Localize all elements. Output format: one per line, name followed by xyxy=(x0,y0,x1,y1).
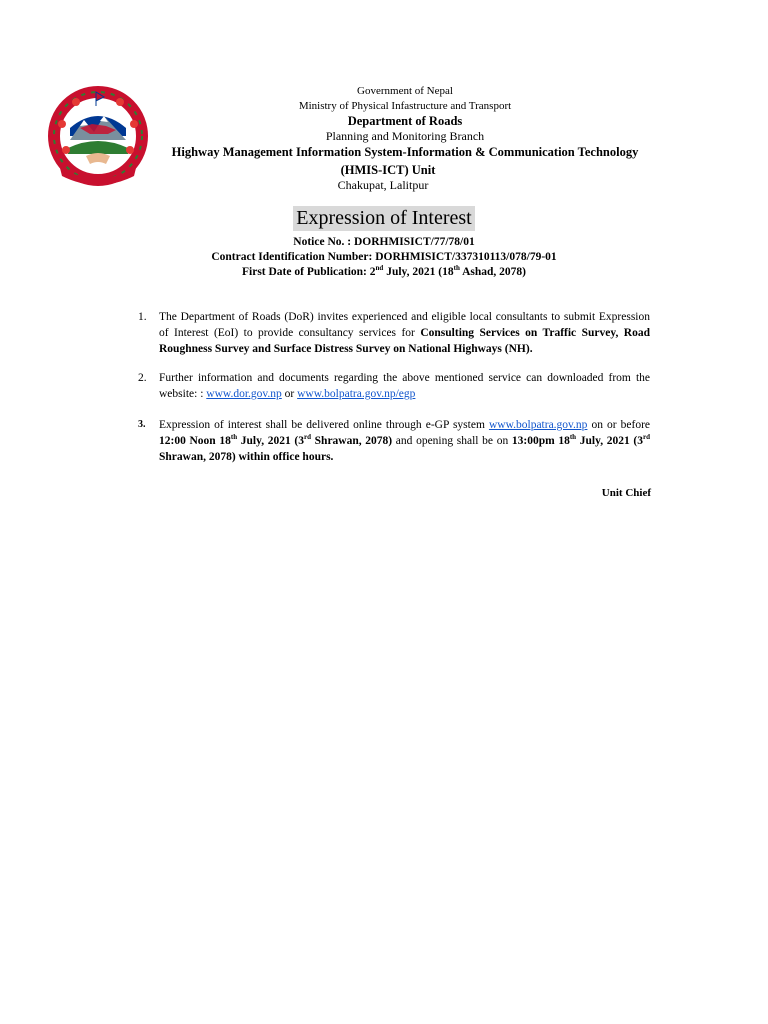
item-3-sup3: th xyxy=(569,433,577,442)
item-3-sup1: th xyxy=(230,433,238,442)
publication-date xyxy=(0,266,768,278)
item-3-plain: Expression of interest shall be delivered online through e-GP system xyxy=(159,419,489,431)
item-number: 1. xyxy=(138,311,147,323)
pub-suffix: Ashad, 2078) xyxy=(459,266,526,278)
item-3-b3: Shrawan, 2078) xyxy=(311,435,393,447)
item-number: 3. xyxy=(138,419,146,430)
item-3-b5: July, 2021 (3 xyxy=(576,435,643,447)
item-text xyxy=(159,309,650,357)
item-text xyxy=(159,417,650,465)
signoff: Unit Chief xyxy=(601,487,651,499)
bolpatra-egp-link[interactable]: www.bolpatra.gov.np/egp xyxy=(297,388,416,400)
pub-mid: July, 2021 (18 xyxy=(383,266,454,278)
item-3-b6: Shrawan, 2078) within office hours. xyxy=(159,451,334,463)
pub-prefix: First Date of Publication: 2 xyxy=(242,266,376,278)
department-line: Department of Roads xyxy=(347,114,463,128)
item-3-b4: 13:00pm 18 xyxy=(511,435,570,447)
item-number: 2. xyxy=(138,372,147,384)
item-2-or: or xyxy=(281,388,298,400)
branch-line: Planning and Monitoring Branch xyxy=(325,129,485,143)
dor-website-link[interactable]: www.dor.gov.np xyxy=(206,388,282,400)
pub-sup-nd: nd xyxy=(375,264,384,273)
item-2-plain: Further information and documents regarding the above mentioned service can downloaded from the website: : xyxy=(159,372,650,400)
item-1-bold: Consulting Services on Traffic Survey, Road Roughness Survey and Surface Distress Survey on National Highways (NH). xyxy=(159,327,650,355)
pub-sup-th: th xyxy=(453,264,460,273)
item-3-sup4: rd xyxy=(642,433,650,442)
nepal-coat-of-arms-icon xyxy=(46,84,150,188)
item-3-sup2: rd xyxy=(304,433,311,442)
ministry-line: Ministry of Physical Infastructure and Transport xyxy=(298,100,512,112)
list-item xyxy=(138,309,650,359)
notice-number: Notice No. : DORHMISICT/77/78/01 xyxy=(293,236,475,248)
contract-id: Contract Identification Number: DORHMISICT/337310113/078/79-01 xyxy=(211,251,557,263)
list-item xyxy=(138,370,650,404)
title-wrapper xyxy=(0,206,768,231)
location-line: Chakupat, Lalitpur xyxy=(337,178,429,192)
item-3-mid: and opening shall be on xyxy=(392,435,512,447)
item-3-b2: July, 2021 (3 xyxy=(237,435,304,447)
list-item xyxy=(138,417,650,467)
item-3-after-link: on or before xyxy=(587,419,651,431)
item-1-plain: The Department of Roads (DoR) invites experienced and eligible local consultants to submit Expression of Interest (EoI) to provide consultancy services for xyxy=(159,311,650,339)
government-line: Government of Nepal xyxy=(357,85,453,97)
hmis-unit-line: (HMIS-ICT) Unit xyxy=(340,163,436,177)
page-title: Expression of Interest xyxy=(293,206,475,231)
item-3-b1: 12:00 Noon 18 xyxy=(159,435,231,447)
hmis-line: Highway Management Information System-Information & Communication Technology xyxy=(171,145,639,159)
item-text xyxy=(159,370,650,402)
bolpatra-link[interactable]: www.bolpatra.gov.np xyxy=(488,419,588,431)
